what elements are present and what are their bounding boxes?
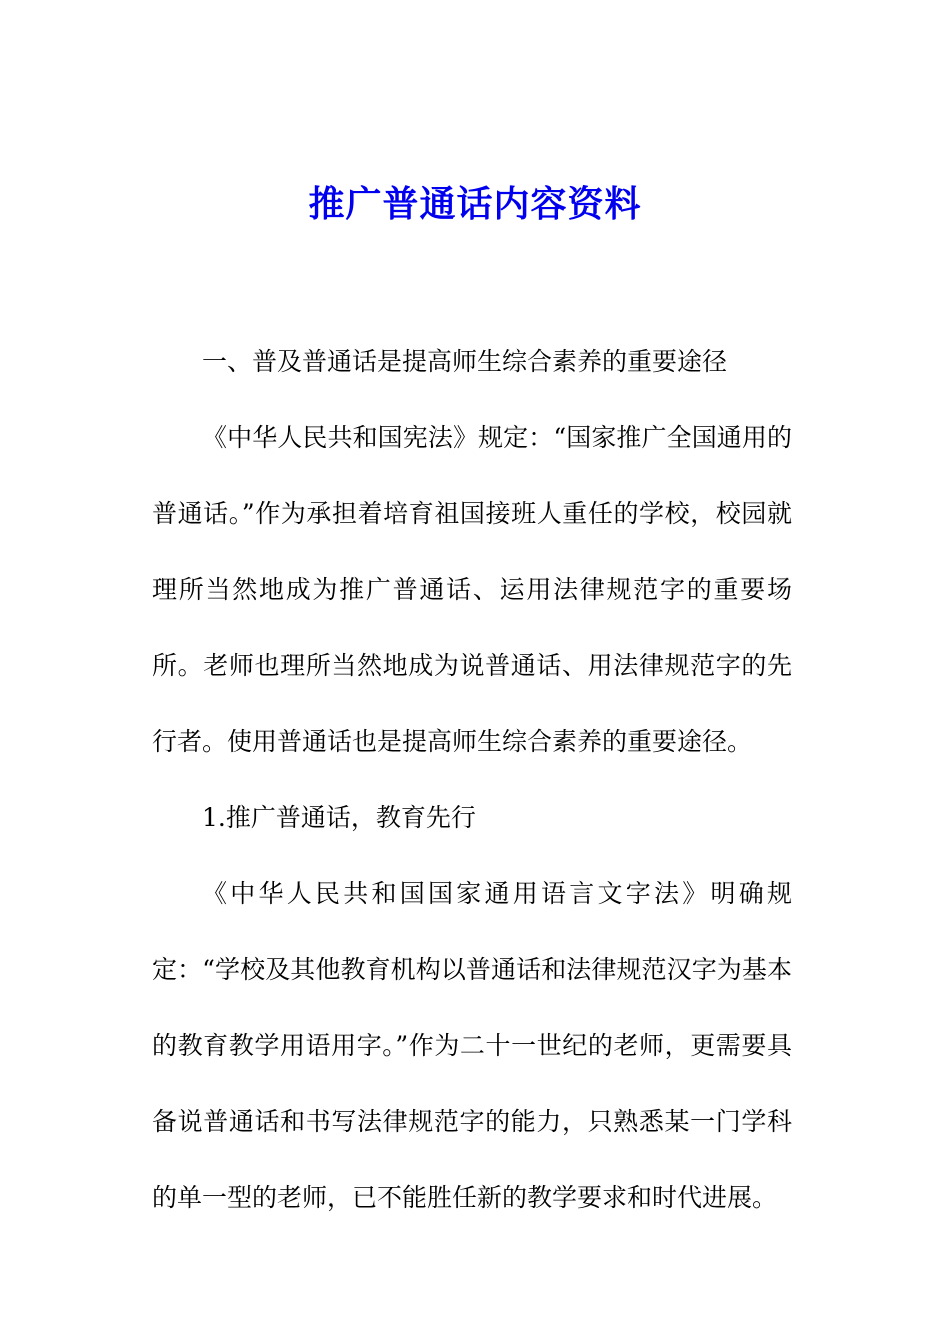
document-body [152, 324, 792, 1236]
section-heading: 一、普及普通话是提高师生综合素养的重要途径 [202, 347, 728, 376]
paragraph: 《中华人民共和国国家通用语言文字法》明确规定：“学校及其他教育机构以普通话和法律规范汉字为基本的教育教学用语用字。”作为二十一世纪的老师，更需要具备说普通话和书写法律规范字的能力，只熟悉某一门学科的单一型的老师，已不能胜任新的教学要求和时代进展。 [152, 879, 792, 1212]
subsection-heading: 1.推广普通话，教育先行 [202, 803, 476, 832]
paragraph: 《中华人民共和国宪法》规定：“国家推广全国通用的普通话。”作为承担着培育祖国接班人重任的学校，校园就理所当然地成为推广普通话、运用法律规范字的重要场所。老师也理所当然地成为说普通话、用法律规范字的先行者。使用普通话也是提高师生综合素养的重要途径。 [152, 423, 792, 756]
document-title: 推广普通话内容资料 [308, 183, 642, 225]
